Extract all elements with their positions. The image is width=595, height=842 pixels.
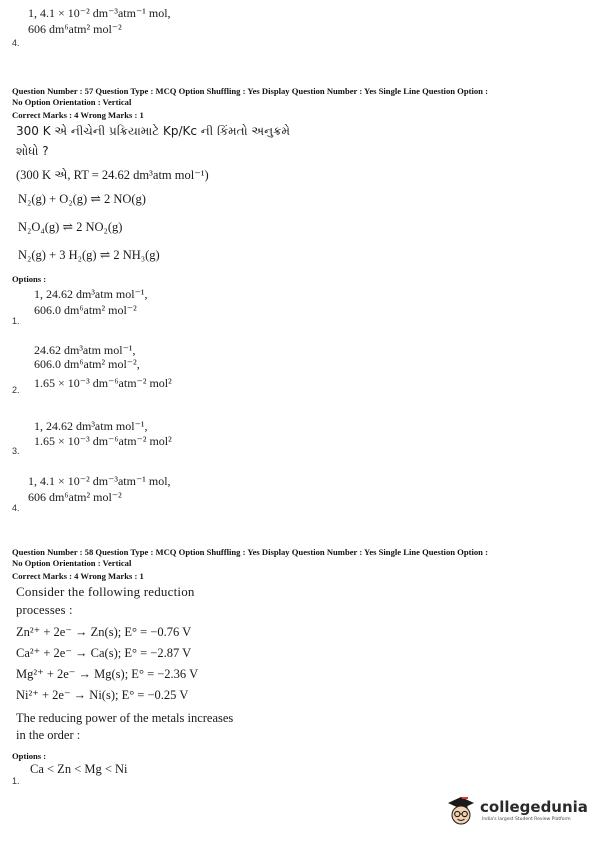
- q57-option-3-line2: 1.65 × 10⁻³ dm⁻⁶atm⁻² mol²: [34, 434, 172, 448]
- q57-option-1-line1: 1, 24.62 dm³atm mol⁻¹,: [34, 287, 148, 301]
- q58-tail-line2: in the order :: [16, 728, 81, 742]
- q58-orientation: No Option Orientation : Vertical: [12, 558, 132, 568]
- q58-reaction-4: Ni²⁺ + 2e⁻ → Ni(s); E° = −0.25 V: [16, 688, 189, 702]
- q57-option-1-line2: 606.0 dm⁶atm² mol⁻²: [34, 303, 137, 317]
- q57-option-2-line1: 24.62 dm³atm mol⁻¹,: [34, 343, 136, 357]
- q58-header: Question Number : 58 Question Type : MCQ Option Shuffling : Yes Display Question Number : Yes Single Line Question Option :: [12, 547, 488, 557]
- student-mascot-icon: [444, 794, 478, 828]
- q58-reaction-1: Zn²⁺ + 2e⁻ → Zn(s); E° = −0.76 V: [16, 625, 192, 639]
- q58-reaction-3: Mg²⁺ + 2e⁻ → Mg(s); E° = −2.36 V: [16, 667, 199, 681]
- prev-option-4-line1: 1, 4.1 × 10⁻² dm⁻³atm⁻¹ mol,: [28, 6, 171, 20]
- q57-stem-line1: 300 K એ નીચેની પ્રક્રિયામાટે Kp/Kc ની કિંમતો અનુક્રમે: [16, 124, 290, 138]
- q57-options-label: Options :: [12, 274, 47, 284]
- q57-reaction-1: N₂(g) + O₂(g) ⇌ 2 NO(g): [18, 192, 146, 206]
- q57-orientation: No Option Orientation : Vertical: [12, 97, 132, 107]
- q57-marks: Correct Marks : 4 Wrong Marks : 1: [12, 110, 144, 120]
- q58-options-label: Options :: [12, 751, 47, 761]
- q58-reaction-2: Ca²⁺ + 2e⁻ → Ca(s); E° = −2.87 V: [16, 646, 192, 660]
- prev-option-4-line2: 606 dm⁶atm² mol⁻²: [28, 22, 122, 36]
- q57-option-3-number: 3.: [12, 446, 20, 456]
- logo-tagline: India's largest Student Review Platform: [482, 817, 571, 822]
- q58-stem-line2: processes :: [16, 603, 73, 617]
- q57-option-3-line1: 1, 24.62 dm³atm mol⁻¹,: [34, 419, 148, 433]
- q57-reaction-3: N₂(g) + 3 H₂(g) ⇌ 2 NH₃(g): [18, 248, 160, 262]
- q58-option-1-number: 1.: [12, 776, 20, 786]
- q57-option-2-line2: 606.0 dm⁶atm² mol⁻²,: [34, 357, 140, 371]
- q58-stem-line1: Consider the following reduction: [16, 584, 195, 599]
- q57-option-1-number: 1.: [12, 316, 20, 326]
- q58-marks: Correct Marks : 4 Wrong Marks : 1: [12, 571, 144, 581]
- q58-option-1-line1: Ca < Zn < Mg < Ni: [30, 762, 128, 776]
- q57-option-2-line3: 1.65 × 10⁻³ dm⁻⁶atm⁻² mol²: [34, 376, 172, 390]
- q58-tail-line1: The reducing power of the metals increases: [16, 711, 234, 725]
- q57-option-4-number: 4.: [12, 503, 20, 513]
- q57-option-4-line2: 606 dm⁶atm² mol⁻²: [28, 490, 122, 504]
- q57-header: Question Number : 57 Question Type : MCQ Option Shuffling : Yes Display Question Number : Yes Single Line Question Option :: [12, 86, 488, 96]
- q57-stem-line2: શોધો ?: [16, 144, 49, 158]
- q57-option-2-number: 2.: [12, 385, 20, 395]
- q57-reaction-2: N₂O₄(g) ⇌ 2 NO₂(g): [18, 220, 123, 234]
- prev-option-4-number: 4.: [12, 38, 20, 48]
- collegedunia-logo: [444, 790, 588, 830]
- logo-name: collegedunia: [480, 798, 588, 816]
- q57-option-4-line1: 1, 4.1 × 10⁻² dm⁻³atm⁻¹ mol,: [28, 474, 171, 488]
- q57-given: (300 K એ, RT = 24.62 dm³atm mol⁻¹): [16, 168, 209, 182]
